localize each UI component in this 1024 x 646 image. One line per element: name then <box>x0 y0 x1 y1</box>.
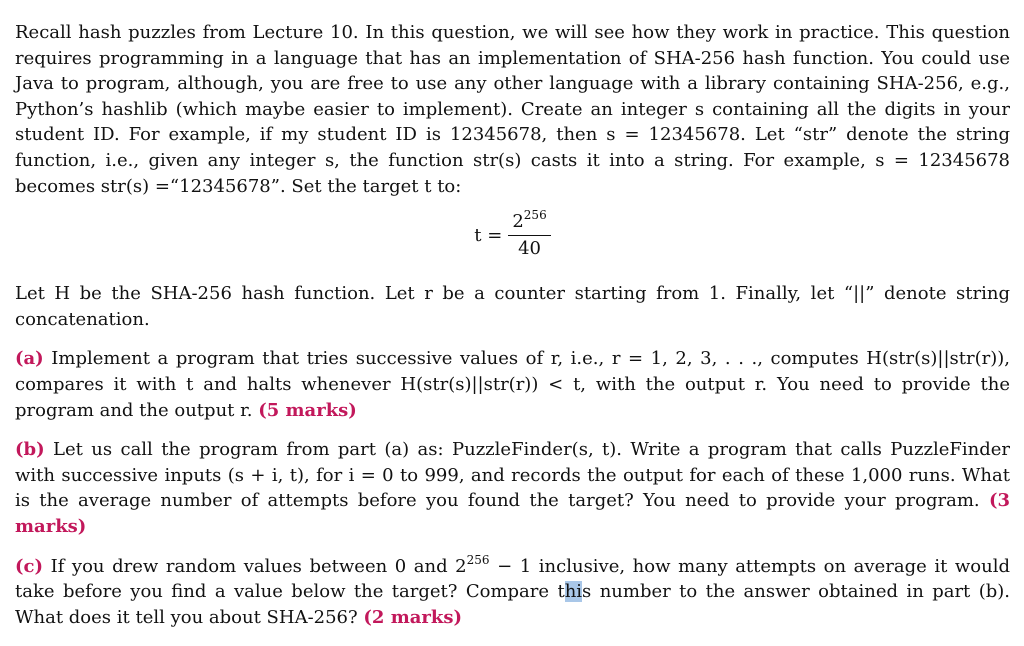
fraction-numerator: $2^{256}$ <box>508 211 550 236</box>
target-formula <box>15 208 1010 263</box>
part-c-marks: (2 marks) <box>363 606 463 628</box>
part-b <box>15 437 1010 539</box>
part-a <box>15 346 1010 423</box>
part-b-text: Let us call the program from part (a) as: PuzzleFinder(s, t). Write a program that calls PuzzleFinder with successive inputs (s + i, t), for i = 0 to 999, and records the output for each of these 1,000 runs. What is the average number of attempts before you found the target? You need to provide your program. <box>15 439 1010 512</box>
definitions-paragraph: Let H be the SHA-256 hash function. Let r be a counter starting from 1. Finally, let “||” denote string concatenation. <box>15 283 1010 330</box>
part-c-text-3: s number to the answer obtained in part (b). What does it tell you about SHA-256? <box>15 581 1010 628</box>
part-a-label: (a) <box>15 348 44 370</box>
part-b-marks: (3 marks) <box>15 490 1010 537</box>
part-a-marks: (5 marks) <box>258 399 357 421</box>
part-c <box>15 554 1010 631</box>
formula-lhs: t = <box>474 225 503 247</box>
fraction-denominator: 40 <box>518 238 541 260</box>
part-c-label: (c) <box>15 555 43 577</box>
part-b-label: (b) <box>15 439 45 461</box>
intro-paragraph: Recall hash puzzles from Lecture 10. In this question, we will see how they work in practice. This question requires programming in a language that has an implementation of SHA-256 hash function. You could use Java to program, although, you are free to use any other language with a library containing SHA-256, e.g., Python’s hashlib (which maybe easier to implement). Create an integer s containing all the digits in your student ID. For example, if my student ID is 12345678, then s = 12345678. Let “str” denote the string function, i.e., given any integer s, the function str(s) casts it into a string. For example, s = 12345678 becomes str(s) =“12345678”. Set the target t to: <box>15 22 1010 197</box>
fraction <box>508 208 550 260</box>
text-selection-highlight[interactable]: hi <box>564 581 583 603</box>
part-c-text-1: If you drew random values between 0 and 2 <box>50 555 467 577</box>
part-a-text: Implement a program that tries successive values of r, i.e., r = 1, 2, 3, . . ., computes H(str(s)||str(r)), compares it with t and halts whenever H(str(s)||str(r)) < t, with the output r. You need to provide the program and the output r. <box>15 348 1010 421</box>
part-c-text-2: − 1 inclusive, how many attempts on average it would take before you find a value below the target? Compare t <box>15 555 1010 603</box>
part-c-exponent: 256 <box>466 552 490 567</box>
